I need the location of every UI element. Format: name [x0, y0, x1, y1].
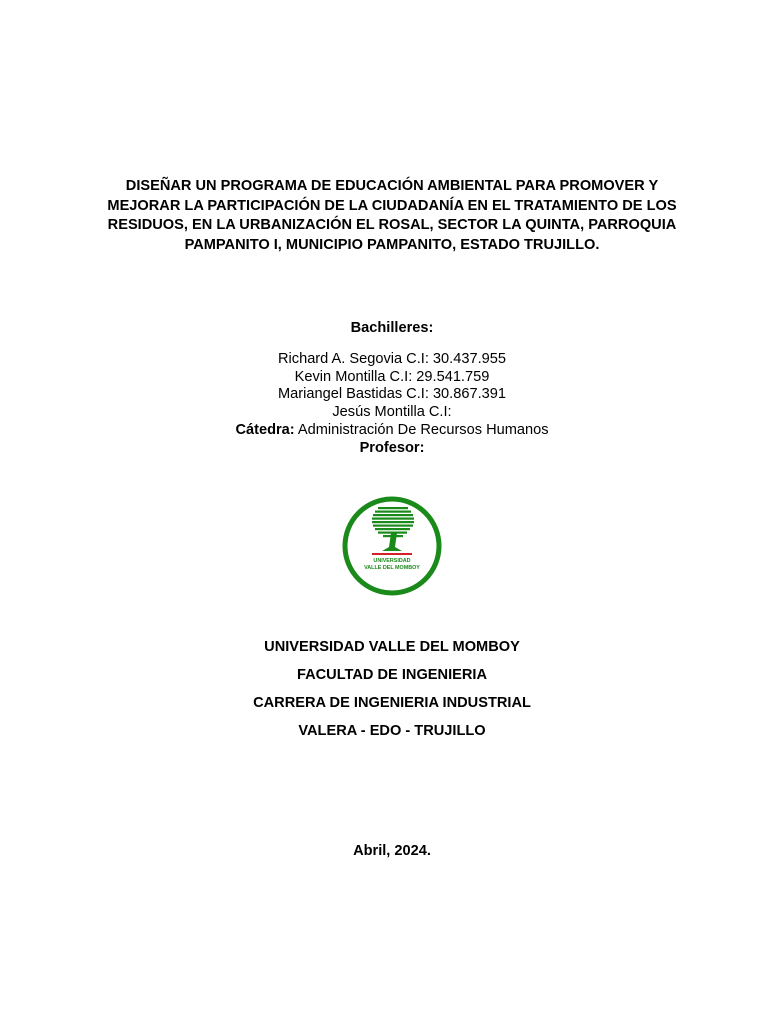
institution-line: FACULTAD DE INGENIERIA — [297, 667, 487, 683]
catedra-label: Cátedra: — [235, 421, 295, 438]
student-line: Richard A. Segovia C.I: 30.437.955 — [278, 351, 506, 367]
catedra-value: Administración De Recursos Humanos — [297, 421, 549, 438]
student-line: Kevin Montilla C.I: 29.541.759 — [294, 368, 490, 385]
logo-text-line1: UNIVERSIDAD — [373, 558, 411, 564]
profesor-line — [0, 440, 768, 458]
student-list — [0, 351, 768, 457]
document-title: DISEÑAR UN PROGRAMA DE EDUCACIÓN AMBIENTAL PARA PROMOVER Y MEJORAR LA PARTICIPACIÓN DE LA CIUDADANÍA EN EL TRATAMIENTO DE LOS RESIDUOS, EN LA URBANIZACIÓN EL ROSAL, SECTOR LA QUINTA, PARROQUIA PAMPANITO I, MUNICIPIO PAMPANITO, ESTADO TRUJILLO. — [107, 178, 677, 253]
profesor-label: Profesor: — [359, 439, 425, 456]
institution-block — [0, 633, 768, 745]
institution-line: CARRERA DE INGENIERIA INDUSTRIAL — [253, 695, 531, 711]
institution-line: VALERA - EDO - TRUJILLO — [298, 723, 486, 739]
catedra-line — [0, 422, 768, 440]
document-date: Abril, 2024. — [353, 843, 431, 859]
university-logo — [342, 495, 442, 597]
logo-text-line2: VALLE DEL MOMBOY — [364, 565, 420, 571]
institution-line: UNIVERSIDAD VALLE DEL MOMBOY — [264, 639, 520, 655]
student-line: Mariangel Bastidas C.I: 30.867.391 — [278, 386, 506, 403]
bachilleres-heading: Bachilleres: — [350, 320, 434, 336]
student-line: Jesús Montilla C.I: — [332, 404, 452, 421]
